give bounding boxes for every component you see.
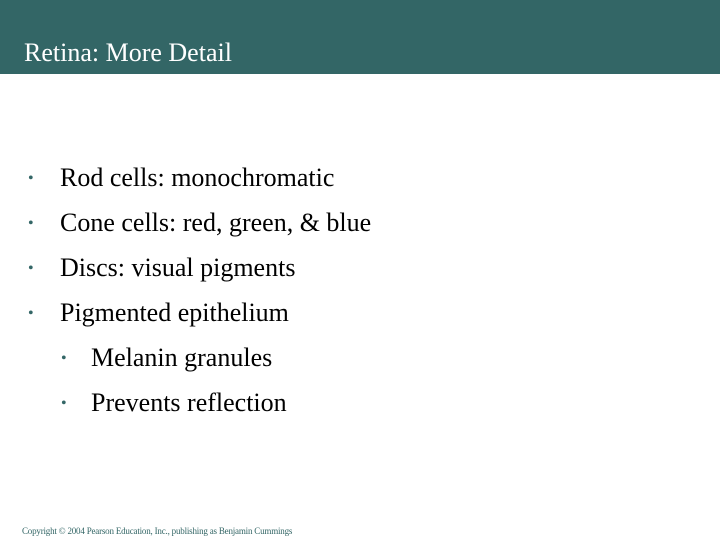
bullet-text: Cone cells: red, green, & blue — [60, 208, 372, 237]
bullet-text: Rod cells: monochromatic — [60, 163, 335, 192]
bullet-item — [28, 297, 289, 333]
bullet-text: Prevents reflection — [91, 388, 287, 417]
bullet-text: Discs: visual pigments — [60, 253, 296, 282]
sub-bullet-item — [61, 342, 272, 378]
bullet-item — [28, 207, 371, 243]
bullet-text: Melanin granules — [91, 343, 273, 372]
bullet-marker: • — [28, 215, 34, 232]
bullet-text: Pigmented epithelium — [60, 298, 289, 327]
sub-bullet-item — [61, 387, 287, 423]
bullet-marker: • — [61, 395, 67, 412]
bullet-marker: • — [61, 350, 67, 367]
slide-title: Retina: More Detail — [24, 38, 232, 67]
bullet-item — [28, 252, 295, 288]
bullet-marker: • — [28, 170, 34, 187]
title-bar — [0, 0, 720, 74]
copyright-footer: Copyright © 2004 Pearson Education, Inc., publishing as Benjamin Cummings — [22, 526, 293, 536]
bullet-item — [28, 162, 334, 198]
bullet-marker: • — [28, 305, 34, 322]
bullet-marker: • — [28, 260, 34, 277]
